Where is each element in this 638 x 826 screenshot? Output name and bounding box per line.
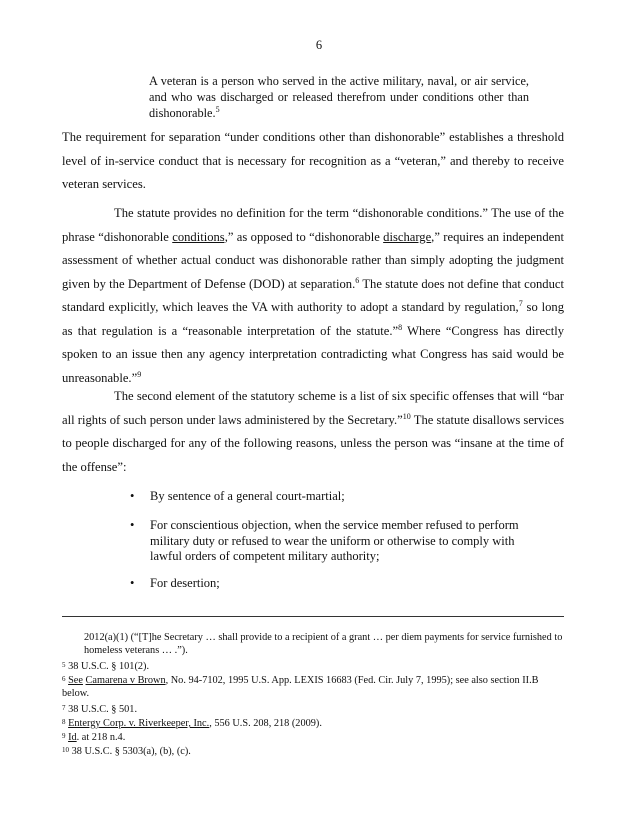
- paragraph-second-element: [62, 385, 564, 479]
- footnote-ref-7: 7: [518, 298, 523, 308]
- list-item: [130, 518, 530, 565]
- bullet-icon: •: [130, 518, 135, 532]
- underlined-conditions: conditions,: [172, 229, 228, 244]
- footnote-text: 38 U.S.C. § 501.: [65, 704, 138, 715]
- text-run: Where “Congress has directly spoken to an issue then any agency interpretation contradicting what Congress has said would be unreasonable.”: [62, 323, 564, 385]
- footnote-7: [62, 703, 564, 716]
- paragraph-requirement-text: The requirement for separation “under conditions other than dishonorable” establishes a threshold level of in-service conduct that is necessary for recognition as a “veteran,” and thereby to receive veteran services.: [62, 130, 564, 191]
- footnote-continuation-text: 2012(a)(1) (“[T]he Secretary … shall provide to a recipient of a grant … per diem payments for service furnished to homeless veterans … .”).: [84, 632, 563, 656]
- bullet-icon: •: [130, 576, 135, 590]
- paragraph-statute-definition: [62, 202, 564, 390]
- footnote-mark: 5: [62, 661, 66, 669]
- footnote-5: [62, 660, 564, 673]
- footnote-9: [62, 731, 564, 744]
- list-item: [130, 489, 530, 505]
- paragraph-requirement: [62, 126, 564, 197]
- footnote-text: . at 218 n.4.: [76, 732, 126, 743]
- text-run: The second element of the statutory scheme is a list of six specific offenses that will “bar all rights of such person under laws administered by the Secretary.”: [62, 389, 564, 427]
- footnote-mark: 7: [62, 704, 66, 712]
- list-item: [130, 576, 530, 592]
- text-run: ” requires an independent assessment of whether actual conduct was dishonorable rather than simply adopting the judgment given by the Department of Defense (DOD) at separation.: [62, 229, 565, 291]
- footnote-text: , 556 U.S. 208, 218 (2009).: [209, 718, 322, 729]
- footnote-mark: 9: [62, 732, 66, 740]
- bullet-icon: •: [130, 489, 135, 503]
- signal-id: Id: [68, 732, 77, 743]
- text-run: The statute does not define that conduct standard explicitly, which leaves the VA with authority to adopt a standard by regulation,: [62, 276, 564, 314]
- text-run: The statute provides no definition for the term “dishonorable conditions.” The use of the phrase “dishonorable: [62, 206, 564, 244]
- footnote-text: 38 U.S.C. § 101(2).: [65, 661, 150, 672]
- text-run: so long as that regulation is a “reasonable interpretation of the statute.”: [62, 300, 564, 338]
- block-quote: [149, 73, 529, 121]
- footnote-ref-9: 9: [137, 369, 142, 379]
- footnote-ref-5: 5: [215, 104, 220, 114]
- footnote-continuation: [62, 631, 564, 657]
- text-run: ” as opposed to “dishonorable: [227, 229, 384, 244]
- footnote-text: , No. 94-7102, 1995 U.S. App. LEXIS 16683 (Fed. Cir. July 7, 1995); see also section II.B below.: [62, 675, 539, 699]
- footnote-ref-6: 6: [355, 275, 360, 285]
- list-item-text: For desertion;: [150, 576, 220, 590]
- text-run: The statute disallows services to people discharged for any of the following reasons, unless the person was “insane at the time of the offense”:: [62, 412, 564, 474]
- footnote-text: 38 U.S.C. § 5303(a), (b), (c).: [69, 746, 191, 757]
- footnote-6: [62, 674, 564, 700]
- signal-see: See: [68, 675, 83, 686]
- underlined-discharge: discharge,: [383, 229, 435, 244]
- footnote-10: [62, 745, 564, 758]
- case-name: Camarena v Brown: [85, 675, 166, 686]
- footnote-mark: 10: [62, 746, 69, 754]
- footnote-8: [62, 717, 564, 730]
- list-item-text: For conscientious objection, when the service member refused to perform military duty or refused to wear the uniform or otherwise to comply with lawful orders of competent military authority;: [150, 518, 519, 563]
- footnote-ref-10: 10: [402, 411, 411, 421]
- footnote-ref-8: 8: [398, 322, 403, 332]
- block-quote-text: A veteran is a person who served in the active military, naval, or air service, and who was discharged or released therefrom under conditions other than dishonorable.: [149, 74, 529, 120]
- footnote-mark: 8: [62, 718, 66, 726]
- page-number: 6: [315, 38, 323, 52]
- case-name: Entergy Corp. v. Riverkeeper, Inc.: [68, 718, 210, 729]
- footnote-divider: [62, 616, 564, 617]
- footnote-mark: 6: [62, 675, 66, 683]
- list-item-text: By sentence of a general court-martial;: [150, 489, 345, 503]
